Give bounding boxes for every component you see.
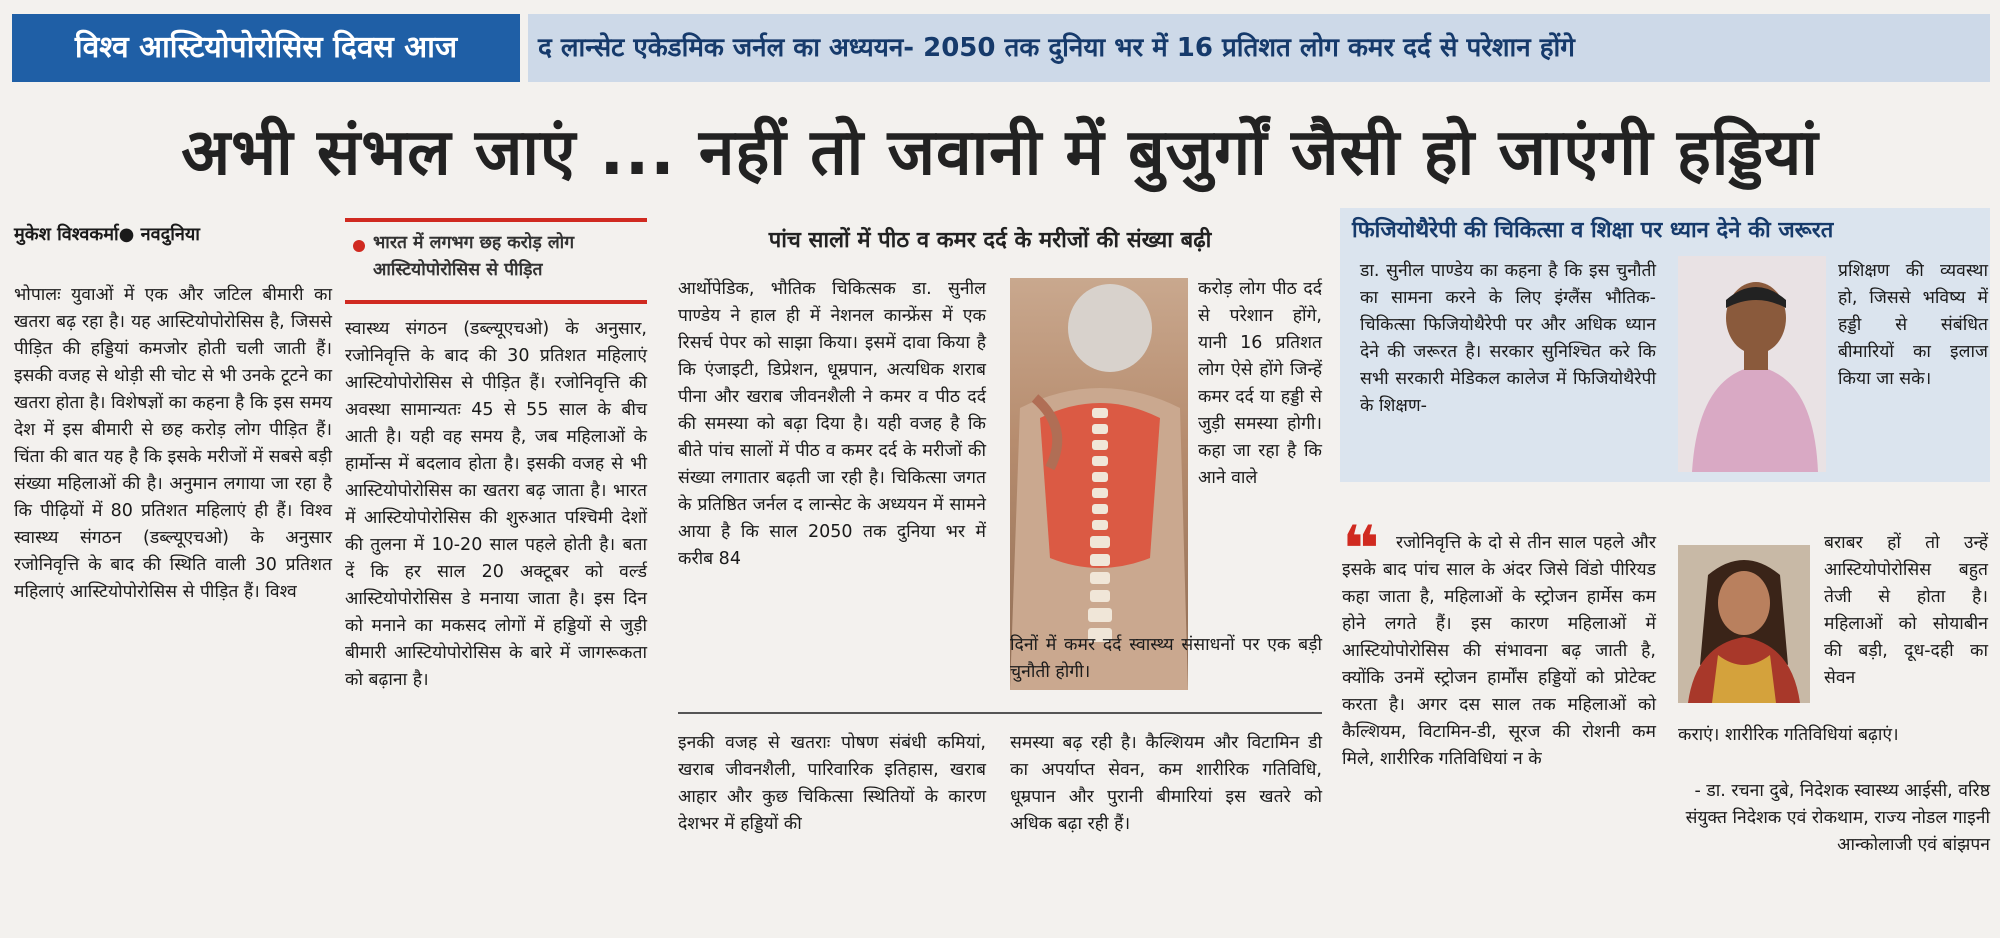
expert-signature: - डा. रचना दुबे, निदेशक स्वास्थ्य आईसी, वरिष्ठ संयुक्त निदेशक एवं रोकथाम, राज्य नोडल गाइनी आन्कोलाजी एवं बांझपन (1685, 780, 1990, 855)
expert-portrait-photo (1678, 545, 1810, 703)
physiotherapy-text-continued: प्रशिक्षण की व्यवस्था हो, जिससे भविष्य में हड्डी से संबंधित बीमारियों का इलाज किया जा सके। (1838, 261, 1988, 389)
middle-continued-text: दिनों में कमर दर्द स्वास्थ्य संसाधनों पर एक बड़ी चुनौती होगी। (1010, 635, 1322, 682)
risk-factors-text-right: समस्या बढ़ रही है। कैल्शियम और विटामिन डी का अपर्याप्त सेवन, कम शारीरिक गतिविधि, धूम्रपान और पुरानी बीमारियां इस खतरे को अधिक बढ़ा रही हैं। (1010, 733, 1322, 834)
article-column-1: भोपालः युवाओं में एक और जटिल बीमारी का खतरा बढ़ रहा है। यह आस्टियोपोरोसिस है, जिससे पीड़ित की हड्डियां कमजोर होती चली जाती हैं। इसकी वजह से थोड़ी सी चोट से भी उनके टूटने का खतरा होता है। विशेषज्ञों का कहना है कि इस समय देश में इस बीमारी से छह करोड़ लोग पीड़ित हैं। चिंता की बात यह है कि इसके मरीजों में सबसे बड़ी संख्या महिलाओं की है। अनुमान लगाया जा रहा है कि पीढ़ियों में 80 प्रतिशत महिलाएं ही हैं। विश्व स्वास्थ्य संगठन (डब्ल्यूएचओ) के अनुसार रजोनिवृत्ति के बाद की स्थिति वाली 30 प्रतिशत महिलाएं आस्टियोपोरोसिस से पीड़ित हैं। विश्व (14, 285, 332, 602)
middle-column-text: आर्थोपेडिक, भौतिक चिकित्सक डा. सुनील पाण्डेय ने हाल ही में नेशनल कान्फ्रेंस में एक रिसर्च पेपर को साझा किया। इसमें दावा किया है कि एंजाइटी, डिप्रेशन, धूम्रपान, अत्यधिक शराब पीना और खराब जीवनशैली ने कमर व पीठ दर्द की समस्या को बढ़ा दिया है। यही वजह है कि बीते पांच सालों में पीठ व कमर दर्द के मरीजों की संख्या लगातार बढ़ती जा रही है। चिकित्सा जगत के प्रतिष्ठित जर्नल द लान्सेट के अध्ययन में सामने आया है कि साल 2050 तक दुनिया भर में करीब 84 (678, 279, 986, 569)
doctor-portrait-photo (1678, 256, 1826, 472)
expert-quote-text: रजोनिवृत्ति के दो से तीन साल पहले और इसके बाद पांच साल के अंदर जिसे विंडो पीरियड कहा जाता है, महिलाओं के स्ट्रोजन हार्मेस कम होने लगते हैं। इस कारण महिलाओं में आस्टियोपोरोसिस की संभावना बढ़ जाती है, क्योंकि उनमें स्ट्रोजन हार्मोंस हड्डियों को प्रोटेक्ट करता है। अगर दस साल तक महिलाओं को कैल्शियम, विटामिन-डी, सूरज की रोशनी कम मिले, शारीरिक गतिविधियां न के (1342, 533, 1656, 769)
article-column-2: स्वास्थ्य संगठन (डब्ल्यूएचओ) के अनुसार, रजोनिवृत्ति के बाद की 30 प्रतिशत महिलाएं आस्टियोपोरोसिस से पीड़ित हैं। रजोनिवृत्ति की अवस्था सामान्यतः 45 से 55 साल के बीच आती है। यही वह समय है, जब महिलाओं के हार्मोन्स में बदलाव होता है। इसकी वजह से भी आस्टियोपोरोसिस का खतरा बढ़ जाता है। भारत में आस्टियोपोरोसिस की शुरुआत पश्चिमी देशों की तुलना में 10-20 साल पहले होती है। बता दें कि हर साल 20 अक्टूबर को वर्ल्ड आस्टियोपोरोसिस डे मनाया जाता है। इस दिन को मनाने का मकसद लोगों में हड्डियों से जुड़ी बीमारी आस्टियोपोरोसिस के बारे में जागरूकता को बढ़ाना है। (345, 319, 647, 690)
bullet-dot-icon (353, 240, 365, 252)
subheadline-bar: द लान्सेट एकेडमिक जर्नल का अध्ययन- 2050 तक दुनिया भर में 16 प्रतिशत लोग कमर दर्द से परेशान होंगे (528, 14, 1990, 82)
section-divider (678, 712, 1322, 714)
spine-illustration (1010, 278, 1188, 690)
pull-quote-box (345, 218, 647, 304)
physiotherapy-heading: फिजियोथैरेपी की चिकित्सा व शिक्षा पर ध्यान देने की जरूरत (1352, 218, 1834, 243)
quote-mark-icon: ❝ (1342, 513, 1380, 587)
expert-quote-text-continued: बराबर हों तो उन्हें आस्टियोपोरोसिस बहुत तेजी से होता है। महिलाओं को सोयाबीन की बड़ी, दूध-दही का सेवन (1824, 533, 1988, 688)
pull-quote-text: भारत में लगभग छह करोड़ लोग आस्टियोपोरोसिस से पीड़ित (373, 233, 575, 280)
byline: मुकेश विश्वकर्मा● नवदुनिया (14, 224, 200, 245)
middle-right-text: करोड़ लोग पीठ दर्द से परेशान होंगे, यानी 16 प्रतिशत लोग ऐसे होंगे जिन्हें कमर दर्द या हड्डी से जुड़ी समस्या होगी। कहा जा रहा है कि आने वाले (1198, 279, 1322, 488)
expert-quote-ending: कराएं। शारीरिक गतिविधियां बढ़ाएं। (1678, 725, 1899, 745)
man-avatar-icon (1678, 256, 1826, 472)
back-pain-spine-photo (1010, 278, 1188, 690)
woman-avatar-icon (1678, 545, 1810, 703)
section-tag: विश्व आस्टियोपोरोसिस दिवस आज (12, 14, 520, 82)
physiotherapy-text: डा. सुनील पाण्डेय का कहना है कि इस चुनौती का सामना करने के लिए इंग्लैंस भौतिक-चिकित्सा फिजियोथैरेपी पर और अधिक ध्यान देने की जरूरत है। सरकार सुनिश्चित करे कि सभी सरकारी मेडिकल कालेज में फिजियोथैरेपी के शिक्षण- (1360, 261, 1656, 416)
middle-section-heading: पांच सालों में पीठ व कमर दर्द के मरीजों की संख्या बढ़ी (768, 228, 1212, 253)
main-headline: अभी संभल जाएं ... नहीं तो जवानी में बुजुर्गों जैसी हो जाएंगी हड्डियां (181, 116, 1819, 190)
risk-factors-text-left: इनकी वजह से खतराः पोषण संबंधी कमियां, खराब जीवनशैली, पारिवारिक इतिहास, खराब आहार और कुछ चिकित्सा स्थितियों के कारण देशभर में हड्डियों की (678, 733, 986, 834)
